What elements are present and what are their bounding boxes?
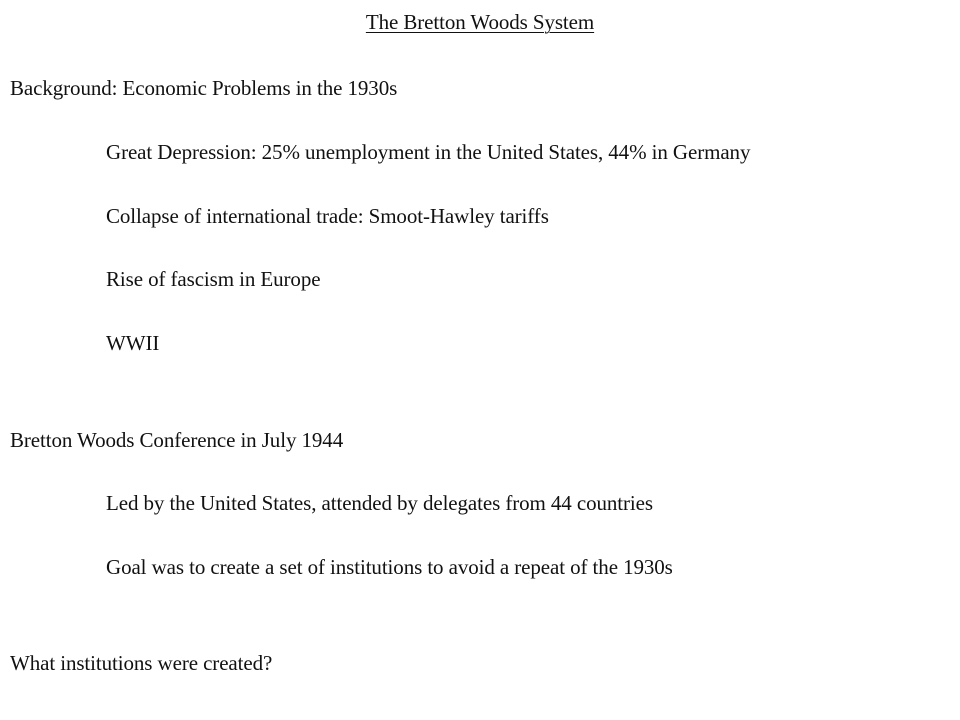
bullet-great-depression: Great Depression: 25% unemployment in the United States, 44% in Germany xyxy=(106,140,751,164)
section-heading-institutions: What institutions were created? xyxy=(10,651,273,675)
page-title: The Bretton Woods System xyxy=(365,10,595,34)
bullet-goal: Goal was to create a set of institutions to avoid a repeat of the 1930s xyxy=(106,555,673,579)
section-heading-background: Background: Economic Problems in the 1930s xyxy=(10,76,398,100)
bullet-trade-collapse: Collapse of international trade: Smoot-Hawley tariffs xyxy=(106,204,549,228)
bullet-led-by-us: Led by the United States, attended by delegates from 44 countries xyxy=(106,491,653,515)
bullet-wwii: WWII xyxy=(106,331,160,355)
section-heading-conference: Bretton Woods Conference in July 1944 xyxy=(10,428,344,452)
bullet-fascism: Rise of fascism in Europe xyxy=(106,267,321,291)
